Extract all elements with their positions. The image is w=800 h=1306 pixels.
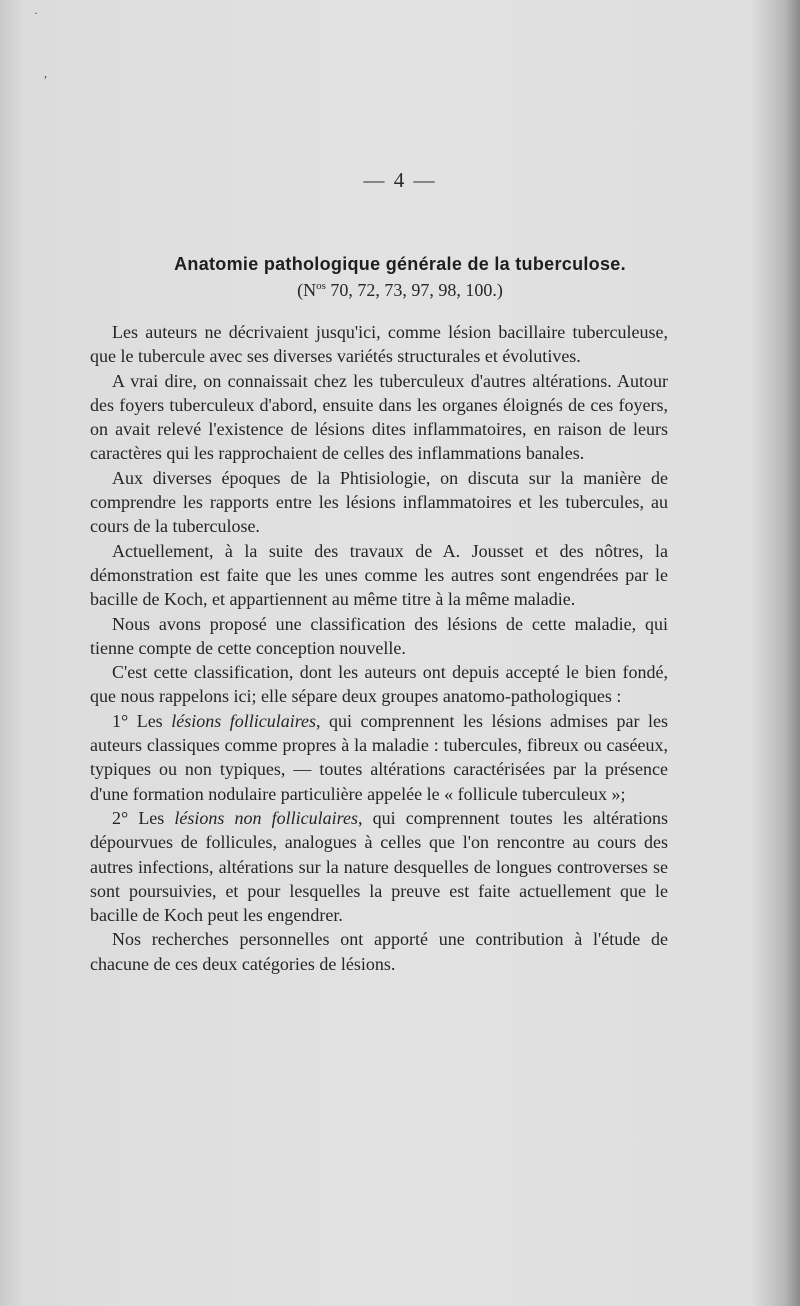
ref-prefix: (N — [297, 280, 317, 300]
paragraph: A vrai dire, on connaissait chez les tuberculeux d'autres altérations. Autour des foyers tuberculeux d'abord, ensuite dans les organes éloignés de ces foyers, on avait relevé l'existence de lésions dites inflammatoires, en raison de leurs caractères qui les rapprochaient de celles des inflammations banales. — [90, 370, 668, 464]
scan-speck: · — [34, 6, 38, 20]
page-number: — 4 — — [363, 168, 437, 192]
paragraph: Nous avons proposé une classification des lésions de cette maladie, qui tienne compte de cette conception nouvelle. — [90, 613, 668, 658]
reference-numbers — [90, 280, 710, 301]
paragraph: Actuellement, à la suite des travaux de A. Jousset et des nôtres, la démonstration est faite que les unes comme les autres sont engendrées par le bacille de Koch, et appartiennent au même titre à la même maladie. — [90, 540, 668, 610]
item-term: lésions folliculaires — [171, 710, 317, 731]
ref-superscript: os — [316, 280, 326, 292]
ref-numbers: 70, 72, 73, 97, 98, 100.) — [325, 280, 503, 300]
paragraph: Les auteurs ne décrivaient jusqu'ici, comme lésion bacillaire tuberculeuse, que le tubercule avec ses diverses variétés structurales et évolutives. — [90, 322, 668, 367]
item-text: , qui comprennent les lésions admises par les auteurs classiques comme propres à la maladie : tubercules, fibreux ou caséeux, typiques ou non typiques, — toutes altérations caractérisées par la présence d'une formation nodulaire particulière appelée le « follicule tuberculeux »; — [90, 710, 669, 804]
section-title: Anatomie pathologique générale de la tuberculose. — [174, 254, 626, 274]
item-lead: 1° Les — [112, 710, 172, 731]
paragraph-list-item — [90, 806, 668, 927]
item-lead: 2° Les — [112, 807, 175, 828]
item-text: , qui comprennent toutes les altérations dépourvues de follicules, analogues à celles que l'on rencontre au cours des autres infections, altérations sur la nature desquelles de longues controverses se sont poursuivies, et pour lesquelles la preuve est faite actuellement que le bacille de Koch peut les engendrer. — [90, 807, 668, 926]
paragraph: Nos recherches personnelles ont apporté une contribution à l'étude de chacune de ces deux catégories de lésions. — [90, 929, 668, 974]
paragraph-list-item — [90, 709, 668, 806]
paragraph: C'est cette classification, dont les auteurs ont depuis accepté le bien fondé, que nous rappelons ici; elle sépare deux groupes anatomo-pathologiques : — [90, 662, 668, 707]
scan-speck: , — [44, 66, 47, 80]
item-term: lésions non folliculaires — [174, 807, 358, 828]
paragraph: Aux diverses époques de la Phtisiologie, on discuta sur la manière de comprendre les rapports entre les lésions inflammatoires et les tubercules, au cours de la tuberculose. — [90, 467, 668, 537]
body-text — [90, 320, 668, 976]
